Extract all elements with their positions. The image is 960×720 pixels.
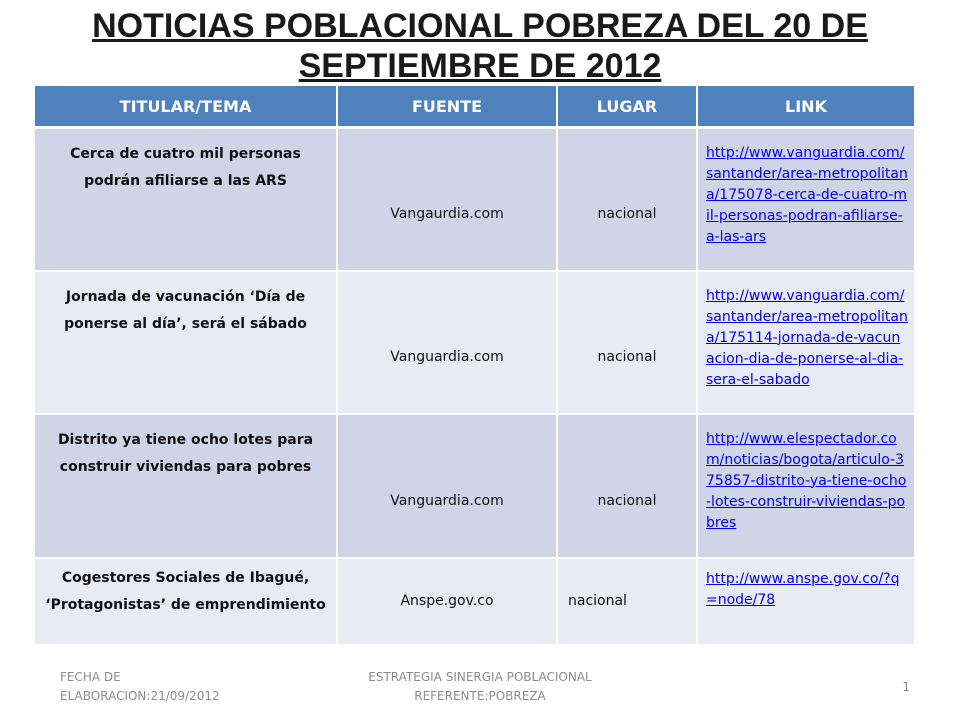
row-link-cell	[697, 271, 914, 414]
row-fuente: Anspe.gov.co	[337, 558, 557, 645]
row-link[interactable]: http://www.vanguardia.com/santander/area-metropolitana/175114-jornada-de-vacunacion-dia-de-ponerse-al-dia-sera-el-sabado	[706, 287, 908, 388]
row-titular: Cerca de cuatro mil personas podrán afiliarse a las ARS	[35, 128, 337, 271]
row-fuente: Vanguardia.com	[337, 271, 557, 414]
row-lugar: nacional	[557, 414, 697, 558]
page-title: NOTICIAS POBLACIONAL POBREZA DEL 20 DE SEPTIEMBRE DE 2012	[92, 7, 868, 85]
table-header-row	[35, 86, 914, 128]
row-link-cell	[697, 414, 914, 558]
table-row	[35, 558, 914, 645]
row-titular: Cogestores Sociales de Ibagué, ‘Protagonistas’ de emprendimiento	[35, 558, 337, 645]
row-titular: Distrito ya tiene ocho lotes para construir viviendas para pobres	[35, 414, 337, 558]
row-link[interactable]: http://www.vanguardia.com/santander/area-metropolitana/175078-cerca-de-cuatro-mil-personas-podran-afiliarse-a-las-ars	[706, 145, 908, 245]
header-link: LINK	[697, 86, 914, 128]
row-titular: Jornada de vacunación ‘Día de ponerse al día’, será el sábado	[35, 271, 337, 414]
header-lugar: LUGAR	[557, 86, 697, 128]
footer-date: FECHA DE ELABORACION:21/09/2012	[60, 670, 220, 703]
table-row	[35, 128, 914, 271]
table-row	[35, 414, 914, 558]
row-lugar: nacional	[557, 128, 697, 271]
header-titular: TITULAR/TEMA	[35, 86, 337, 128]
table-row	[35, 271, 914, 414]
row-link-cell	[697, 558, 914, 645]
row-lugar: nacional	[557, 271, 697, 414]
news-table	[35, 86, 914, 646]
row-link-cell	[697, 128, 914, 271]
row-fuente: Vanguardia.com	[337, 414, 557, 558]
footer-strategy: ESTRATEGIA SINERGIA POBLACIONAL REFERENTE:POBREZA	[368, 670, 592, 703]
page-number: 1	[902, 680, 910, 694]
row-lugar: nacional	[557, 558, 697, 645]
header-fuente: FUENTE	[337, 86, 557, 128]
row-link[interactable]: http://www.anspe.gov.co/?q=node/78	[706, 570, 900, 608]
row-link[interactable]: http://www.elespectador.com/noticias/bogota/articulo-375857-distrito-ya-tiene-ocho-lotes-construir-viviendas-pobres	[706, 430, 907, 531]
row-fuente: Vangaurdia.com	[337, 128, 557, 271]
